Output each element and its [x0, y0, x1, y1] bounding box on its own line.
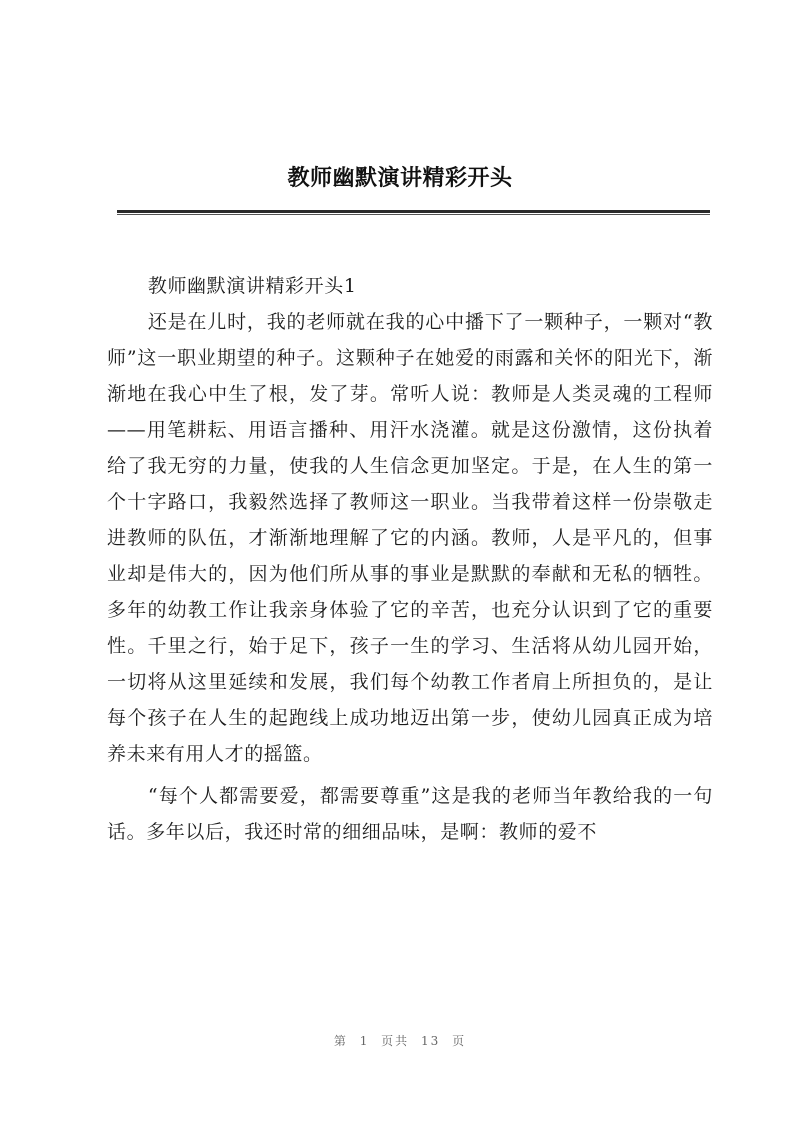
footer-suffix: 页: [452, 1034, 467, 1048]
paragraph-2: “每个人都需要爱，都需要尊重”这是我的老师当年教给我的一句话。多年以后，我还时常的细细品味，是啊：教师的爱不: [107, 785, 713, 843]
footer-total-pages: 13: [421, 1034, 441, 1048]
document-body: [107, 268, 713, 850]
document-title: 教师幽默演讲精彩开头: [287, 166, 513, 191]
footer-middle: 页共: [381, 1034, 410, 1048]
title-underline: [117, 210, 710, 213]
section-heading: 教师幽默演讲精彩开头1: [147, 275, 357, 297]
paragraph-1: 还是在儿时，我的老师就在我的心中播下了一颗种子，一颗对“教师”这一职业期望的种子。这颗种子在她爱的雨露和关怀的阳光下，渐渐地在我心中生了根，发了芽。常听人说：教师是人类灵魂的工程师——用笔耕耘、用语言播种、用汗水浇灌。就是这份激情，这份执着给了我无穷的力量，使我的人生信念更加坚定。于是，在人生的第一个十字路口，我毅然选择了教师这一职业。当我带着这样一份崇敬走进教师的队伍，才渐渐地理解了它的内涵。教师，人是平凡的，但事业却是伟大的，因为他们所从事的事业是默默的奉献和无私的牺牲。多年的幼教工作让我亲身体验了它的辛苦，也充分认识到了它的重要性。千里之行，始于足下，孩子一生的学习、生活将从幼儿园开始，一切将从这里延续和发展，我们每个幼教工作者肩上所担负的，是让每个孩子在人生的起跑线上成功地迈出第一步，使幼儿园真正成为培养未来有用人才的摇篮。: [107, 311, 713, 765]
footer-prefix: 第: [333, 1034, 348, 1048]
title-underline-thin: [117, 214, 710, 215]
page-footer: [0, 1032, 800, 1049]
footer-current-page: 1: [359, 1034, 370, 1048]
